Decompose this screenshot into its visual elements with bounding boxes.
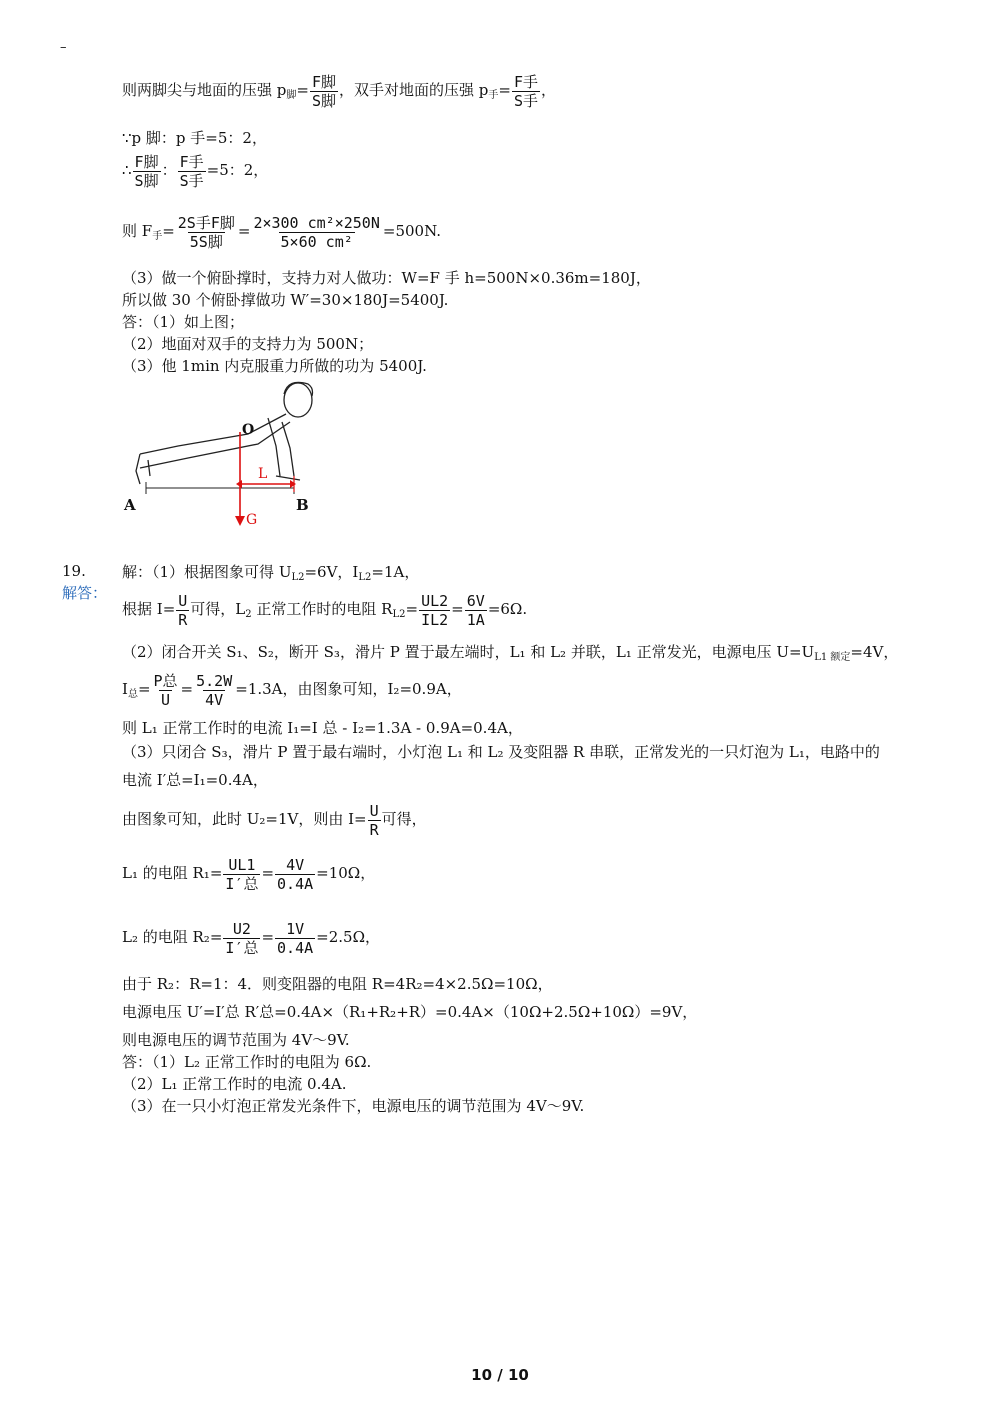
figure-label-B: B	[296, 496, 309, 514]
answer-1: 答：（1）如上图；	[122, 313, 245, 331]
figure-label-O: O	[242, 422, 255, 438]
p19-line-10: L₂ 的电阻 R₂= $\frac{U2}{\text{I′总}}$ = $\frac{1V}{0.4A}$ =2.5Ω，	[122, 919, 381, 957]
ratio-fraction: ∴ $\frac{\text{F脚}}{\text{S脚}}$ ： $\frac{\text{F手}}{\text{S手}}$ =5：2，	[122, 152, 269, 190]
figure-label-L: L	[258, 466, 268, 482]
p19-answer-3: （3）在一只小灯泡正常发光条件下，电源电压的调节范围为 4V～9V.	[122, 1097, 585, 1115]
p19-line-6: （3）只闭合 S₃，滑片 P 置于最右端时，小灯泡 L₁ 和 L₂ 及变阻器 R 串联，正常发光的一只灯泡为 L₁，电路中的	[122, 743, 880, 761]
p19-line-7: 电流 I′总=I₁=0.4A，	[122, 771, 268, 789]
p19-answer-2: （2）L₁ 正常工作时的电流 0.4A.	[122, 1075, 347, 1093]
p19-answer-1: 答：（1）L₂ 正常工作时的电阻为 6Ω.	[122, 1053, 372, 1071]
p19-line-1: 解：（1）根据图象可得 $U_{L2}=6V$，$I_{L2}=1A$，	[122, 563, 420, 583]
force-hand-calc: 则 $F_手=$ $\frac{\text{2S手F脚}}{\text{5S脚}}$ = $\frac{\text{2×300 cm²×250N}}{\text{5×60 cm²}}$ =500N.	[122, 213, 442, 251]
p19-line-12: 电源电压 U′=I′总 R′总=0.4A×（R₁+R₂+R）=0.4A×（10Ω+2.5Ω+10Ω）=9V，	[122, 1003, 698, 1021]
pressure-definitions: 则两脚尖与地面的压强 $p_脚=$ $\frac{\text{F脚}}{\text{S脚}}$ ，双手对地面的压强 $p_手=$ $\frac{\text{F手}}{\text{S手}}$ ，	[122, 72, 556, 110]
p19-line-2: 根据 I= $\frac{U}{R}$ 可得，$L_2$ 正常工作时的电阻 $R_{L2}=$ $\frac{UL2}{IL2}$ = $\frac{6V}{1A}$ =6Ω.	[122, 591, 528, 629]
header-mark: –	[60, 40, 67, 55]
problem-number: 19.	[62, 562, 86, 580]
figure-label-A: A	[124, 496, 136, 514]
answer-2: （2）地面对双手的支持力为 500N；	[122, 335, 374, 353]
work-thirty-pushups: 所以做 30 个俯卧撑做功 W′=30×180J=5400J.	[122, 291, 449, 309]
p19-line-8: 由图象可知，此时 U₂=1V，则由 I= $\frac{U}{R}$ 可得，	[122, 801, 427, 839]
answer-3: （3）他 1min 内克服重力所做的功为 5400J.	[122, 357, 427, 375]
p19-line-11: 由于 R₂：R=1：4．则变阻器的电阻 R=4R₂=4×2.5Ω=10Ω，	[122, 975, 553, 993]
p19-line-13: 则电源电压的调节范围为 4V～9V.	[122, 1031, 350, 1049]
page-number: 10 / 10	[471, 1366, 529, 1384]
p19-line-4: $I_总=$ $\frac{\text{P总}}{U}$ = $\frac{5.2W}{4V}$ =1.3A，由图象可知，I₂=0.9A，	[122, 671, 462, 709]
figure-label-G: G	[246, 512, 258, 528]
pushup-figure	[118, 376, 318, 534]
p19-line-3: （2）闭合开关 S₁、S₂，断开 S₃，滑片 P 置于最左端时，L₁ 和 L₂ 并联，L₁ 正常发光，电源电压 $U=U_{L1 额定}=4V$，	[122, 643, 899, 663]
p19-line-9: L₁ 的电阻 R₁= $\frac{UL1}{\text{I′总}}$ = $\frac{4V}{0.4A}$ =10Ω，	[122, 855, 376, 893]
work-one-pushup: （3）做一个俯卧撑时，支持力对人做功：W=F 手 h=500N×0.36m=180J，	[122, 269, 651, 287]
p19-line-5: 则 L₁ 正常工作时的电流 I₁=I 总 - I₂=1.3A - 0.9A=0.4A，	[122, 719, 523, 737]
answer-tag: 解答：	[62, 584, 108, 602]
ratio-statement: ∵p 脚：p 手=5：2，	[122, 129, 267, 147]
